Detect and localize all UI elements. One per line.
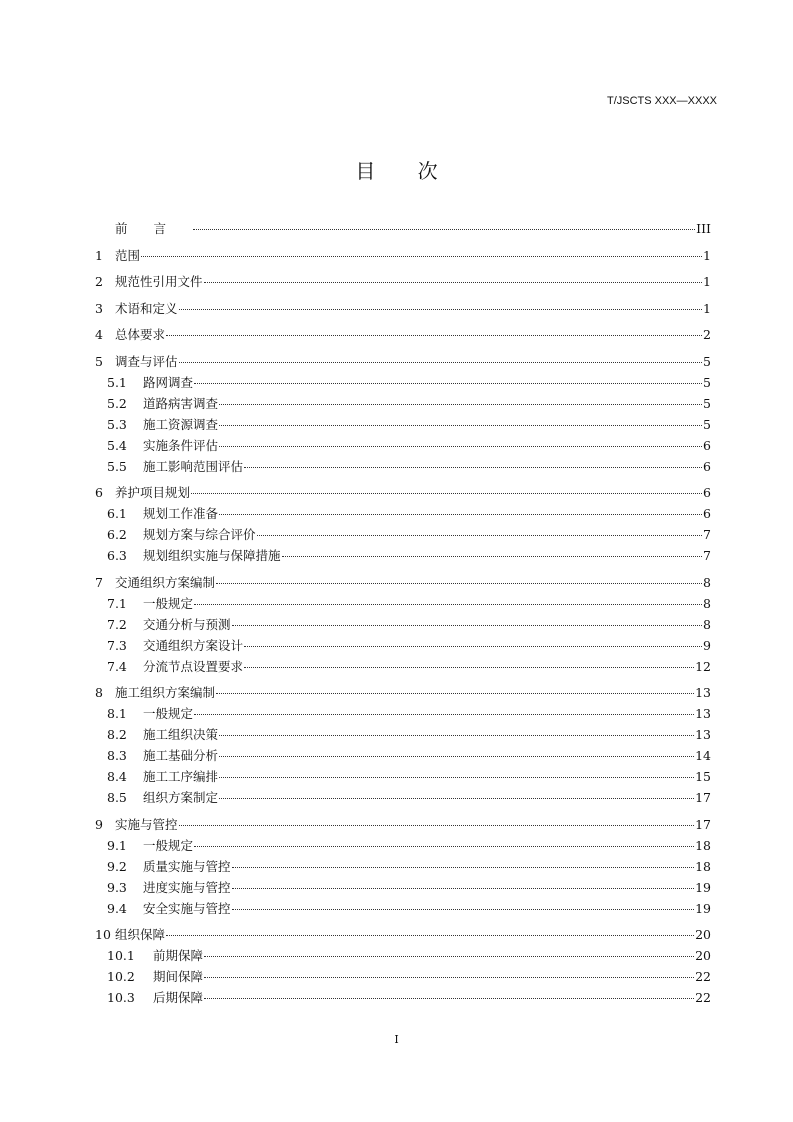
toc-chapter-entry[interactable] bbox=[95, 272, 711, 293]
toc-entry-label: 期间保障 bbox=[153, 969, 204, 984]
toc-entry-number: 3 bbox=[95, 300, 103, 316]
toc-entry-page: 6 bbox=[703, 458, 711, 474]
toc-entry-number: 6.2 bbox=[107, 527, 127, 542]
toc-entry-number: 5.5 bbox=[107, 458, 127, 474]
toc-entry-number: 6.3 bbox=[107, 548, 127, 563]
toc-entry-label: 分流节点设置要求 bbox=[143, 658, 244, 674]
toc-entry-number: 7.4 bbox=[107, 658, 127, 674]
toc-entry-label: 前言 bbox=[115, 221, 193, 236]
toc-entry-page: 5 bbox=[703, 374, 711, 390]
toc-entry-page: 19 bbox=[695, 879, 711, 895]
toc-entry-page: 18 bbox=[695, 837, 711, 853]
toc-section-entry[interactable] bbox=[95, 373, 711, 394]
toc-section-entry[interactable] bbox=[95, 394, 711, 415]
toc-dot-leader bbox=[191, 493, 702, 494]
toc-entry-number: 9.4 bbox=[107, 900, 127, 916]
toc-entry-number: 5.2 bbox=[107, 395, 127, 411]
page-number: I bbox=[394, 1033, 399, 1046]
toc-entry-label: 施工组织方案编制 bbox=[115, 685, 216, 700]
toc-entry-label: 路网调查 bbox=[143, 374, 194, 390]
toc-entry-label: 养护项目规划 bbox=[115, 485, 191, 500]
toc-entry-number: 8.5 bbox=[107, 790, 127, 805]
toc-entry-page: 20 bbox=[695, 927, 711, 942]
toc-entry-page: 6 bbox=[703, 506, 711, 521]
toc-entry-page: 6 bbox=[703, 437, 711, 453]
toc-section-entry[interactable] bbox=[95, 836, 711, 857]
toc-entry-page: 22 bbox=[695, 990, 711, 1005]
toc-dot-leader bbox=[204, 282, 703, 283]
toc-entry-page: 1 bbox=[703, 247, 711, 263]
toc-entry-label: 施工工序编排 bbox=[143, 769, 219, 784]
toc-section-entry[interactable] bbox=[95, 704, 711, 725]
toc-entry-label: 一般规定 bbox=[143, 837, 194, 853]
toc-dot-leader bbox=[282, 556, 703, 557]
toc-dot-leader bbox=[193, 229, 695, 230]
toc-entry-label: 质量实施与管控 bbox=[143, 858, 231, 874]
toc-entry-number: 10 bbox=[95, 927, 111, 942]
table-of-contents bbox=[95, 219, 711, 1009]
toc-section-entry[interactable] bbox=[95, 725, 711, 746]
toc-entry-number: 5 bbox=[95, 353, 103, 369]
toc-section-entry[interactable] bbox=[95, 899, 711, 920]
toc-entry-page: 8 bbox=[703, 595, 711, 611]
toc-dot-leader bbox=[219, 735, 694, 736]
toc-dot-leader bbox=[244, 667, 694, 668]
toc-entry-number: 10.3 bbox=[107, 990, 135, 1005]
toc-entry-label: 组织方案制定 bbox=[143, 790, 219, 805]
toc-entry-label: 实施与管控 bbox=[115, 816, 178, 832]
toc-section-entry[interactable] bbox=[95, 988, 711, 1009]
toc-entry-label: 进度实施与管控 bbox=[143, 879, 231, 895]
toc-section-entry[interactable] bbox=[95, 457, 711, 478]
toc-dot-leader bbox=[219, 798, 694, 799]
toc-entry-label: 调查与评估 bbox=[115, 353, 178, 369]
toc-entry-page: 5 bbox=[703, 395, 711, 411]
toc-entry-number: 9.3 bbox=[107, 879, 127, 895]
toc-dot-leader bbox=[216, 583, 702, 584]
toc-entry-label: 组织保障 bbox=[115, 927, 166, 942]
toc-entry-label: 规划组织实施与保障措施 bbox=[143, 548, 281, 563]
toc-entry-page: 9 bbox=[703, 637, 711, 653]
document-code: T/JSCTS XXX—XXXX bbox=[606, 95, 717, 107]
toc-section-entry[interactable] bbox=[95, 946, 711, 967]
toc-entry-page: 14 bbox=[695, 748, 711, 763]
toc-entry-page: 13 bbox=[695, 685, 711, 700]
toc-entry-page: 7 bbox=[703, 527, 711, 542]
toc-entry-number: 7.1 bbox=[107, 595, 127, 611]
toc-entry-label: 后期保障 bbox=[153, 990, 204, 1005]
toc-entry-number: 8 bbox=[95, 685, 103, 700]
toc-section-entry[interactable] bbox=[95, 594, 711, 615]
toc-entry-label: 施工资源调查 bbox=[143, 416, 219, 432]
toc-section-entry[interactable] bbox=[95, 878, 711, 899]
toc-dot-leader bbox=[219, 404, 702, 405]
toc-dot-leader bbox=[194, 714, 694, 715]
toc-dot-leader bbox=[179, 309, 703, 310]
toc-entry-page: 8 bbox=[703, 616, 711, 632]
toc-dot-leader bbox=[204, 956, 694, 957]
toc-entry-page: 5 bbox=[703, 416, 711, 432]
toc-entry-page: 1 bbox=[703, 274, 711, 289]
toc-dot-leader bbox=[141, 256, 702, 257]
toc-section-entry[interactable] bbox=[95, 967, 711, 988]
toc-entry-number: 9.1 bbox=[107, 837, 127, 853]
toc-entry-number: 5.3 bbox=[107, 416, 127, 432]
toc-entry-page: III bbox=[696, 221, 711, 236]
toc-chapter-entry[interactable] bbox=[95, 573, 711, 594]
toc-dot-leader bbox=[257, 535, 703, 536]
toc-dot-leader bbox=[232, 909, 695, 910]
toc-section-entry[interactable] bbox=[95, 415, 711, 436]
toc-title-part-1: 目 bbox=[355, 159, 376, 183]
toc-section-entry[interactable] bbox=[95, 657, 711, 678]
toc-entry-number: 6.1 bbox=[107, 506, 127, 521]
toc-dot-leader bbox=[219, 777, 694, 778]
toc-chapter-entry[interactable] bbox=[95, 925, 711, 946]
toc-chapter-entry[interactable] bbox=[95, 299, 711, 320]
toc-dot-leader bbox=[194, 383, 702, 384]
toc-chapter-entry[interactable] bbox=[95, 815, 711, 836]
toc-entry-label: 规划方案与综合评价 bbox=[143, 527, 256, 542]
toc-section-entry[interactable] bbox=[95, 546, 711, 567]
toc-entry-number: 1 bbox=[95, 247, 103, 263]
toc-section-entry[interactable] bbox=[95, 525, 711, 546]
toc-chapter-entry[interactable] bbox=[95, 219, 711, 240]
toc-entry-label: 术语和定义 bbox=[115, 300, 178, 316]
toc-entry-number: 8.3 bbox=[107, 748, 127, 763]
toc-dot-leader bbox=[194, 846, 694, 847]
toc-section-entry[interactable] bbox=[95, 788, 711, 809]
toc-dot-leader bbox=[219, 446, 702, 447]
toc-entry-number: 7.2 bbox=[107, 616, 127, 632]
toc-entry-number: 5.4 bbox=[107, 437, 127, 453]
toc-dot-leader bbox=[179, 825, 695, 826]
toc-entry-number: 9 bbox=[95, 816, 103, 832]
toc-entry-number: 8.4 bbox=[107, 769, 127, 784]
toc-section-entry[interactable] bbox=[95, 746, 711, 767]
toc-entry-page: 17 bbox=[695, 816, 711, 832]
toc-entry-number: 7.3 bbox=[107, 637, 127, 653]
toc-dot-leader bbox=[219, 425, 702, 426]
toc-entry-number: 6 bbox=[95, 485, 103, 500]
toc-entry-page: 2 bbox=[703, 327, 711, 342]
toc-chapter-entry[interactable] bbox=[95, 683, 711, 704]
toc-entry-number: 4 bbox=[95, 327, 103, 342]
toc-section-entry[interactable] bbox=[95, 636, 711, 657]
toc-entry-page: 18 bbox=[695, 858, 711, 874]
toc-entry-page: 22 bbox=[695, 969, 711, 984]
toc-entry-page: 7 bbox=[703, 548, 711, 563]
toc-entry-page: 13 bbox=[695, 727, 711, 742]
toc-dot-leader bbox=[244, 467, 702, 468]
toc-dot-leader bbox=[179, 362, 703, 363]
toc-entry-number: 2 bbox=[95, 274, 103, 289]
toc-dot-leader bbox=[244, 646, 702, 647]
toc-dot-leader bbox=[194, 604, 702, 605]
toc-entry-label: 施工影响范围评估 bbox=[143, 458, 244, 474]
toc-chapter-entry[interactable] bbox=[95, 352, 711, 373]
toc-section-entry[interactable] bbox=[95, 615, 711, 636]
toc-entry-page: 12 bbox=[695, 658, 711, 674]
toc-entry-number: 9.2 bbox=[107, 858, 127, 874]
toc-entry-label: 道路病害调查 bbox=[143, 395, 219, 411]
toc-entry-label: 施工组织决策 bbox=[143, 727, 219, 742]
toc-entry-number: 10.2 bbox=[107, 969, 135, 984]
toc-entry-page: 17 bbox=[695, 790, 711, 805]
toc-entry-page: 13 bbox=[695, 706, 711, 721]
toc-chapter-entry[interactable] bbox=[95, 483, 711, 504]
toc-dot-leader bbox=[204, 977, 694, 978]
toc-entry-page: 15 bbox=[695, 769, 711, 784]
toc-dot-leader bbox=[232, 625, 703, 626]
toc-dot-leader bbox=[232, 867, 695, 868]
toc-entry-number: 8.1 bbox=[107, 706, 127, 721]
toc-chapter-entry[interactable] bbox=[95, 246, 711, 267]
toc-dot-leader bbox=[204, 998, 694, 999]
toc-entry-label: 一般规定 bbox=[143, 706, 194, 721]
toc-entry-label: 前期保障 bbox=[153, 948, 204, 963]
toc-title-part-2: 次 bbox=[417, 159, 438, 183]
toc-dot-leader bbox=[232, 888, 695, 889]
toc-dot-leader bbox=[219, 514, 702, 515]
toc-entry-number: 5.1 bbox=[107, 374, 127, 390]
toc-section-entry[interactable] bbox=[95, 504, 711, 525]
toc-entry-label: 交通组织方案编制 bbox=[115, 574, 216, 590]
toc-entry-label: 规划工作准备 bbox=[143, 506, 219, 521]
toc-entry-label: 实施条件评估 bbox=[143, 437, 219, 453]
toc-entry-page: 8 bbox=[703, 574, 711, 590]
toc-entry-page: 20 bbox=[695, 948, 711, 963]
toc-entry-page: 1 bbox=[703, 300, 711, 316]
toc-entry-label: 范围 bbox=[115, 247, 141, 263]
toc-entry-number: 10.1 bbox=[107, 948, 135, 963]
toc-entry-label: 总体要求 bbox=[115, 327, 166, 342]
toc-entry-number: 8.2 bbox=[107, 727, 127, 742]
toc-dot-leader bbox=[216, 693, 694, 694]
toc-entry-label: 一般规定 bbox=[143, 595, 194, 611]
toc-entry-page: 19 bbox=[695, 900, 711, 916]
toc-entry-page: 6 bbox=[703, 485, 711, 500]
toc-entry-label: 安全实施与管控 bbox=[143, 900, 231, 916]
toc-entry-page: 5 bbox=[703, 353, 711, 369]
toc-entry-label: 施工基础分析 bbox=[143, 748, 219, 763]
toc-entry-label: 规范性引用文件 bbox=[115, 274, 203, 289]
toc-entry-number: 7 bbox=[95, 574, 103, 590]
toc-section-entry[interactable] bbox=[95, 767, 711, 788]
toc-chapter-entry[interactable] bbox=[95, 325, 711, 346]
toc-dot-leader bbox=[166, 935, 694, 936]
toc-entry-label: 交通组织方案设计 bbox=[143, 637, 244, 653]
toc-dot-leader bbox=[166, 335, 702, 336]
toc-section-entry[interactable] bbox=[95, 436, 711, 457]
toc-title bbox=[0, 155, 793, 184]
toc-entry-label: 交通分析与预测 bbox=[143, 616, 231, 632]
toc-dot-leader bbox=[219, 756, 694, 757]
toc-section-entry[interactable] bbox=[95, 857, 711, 878]
